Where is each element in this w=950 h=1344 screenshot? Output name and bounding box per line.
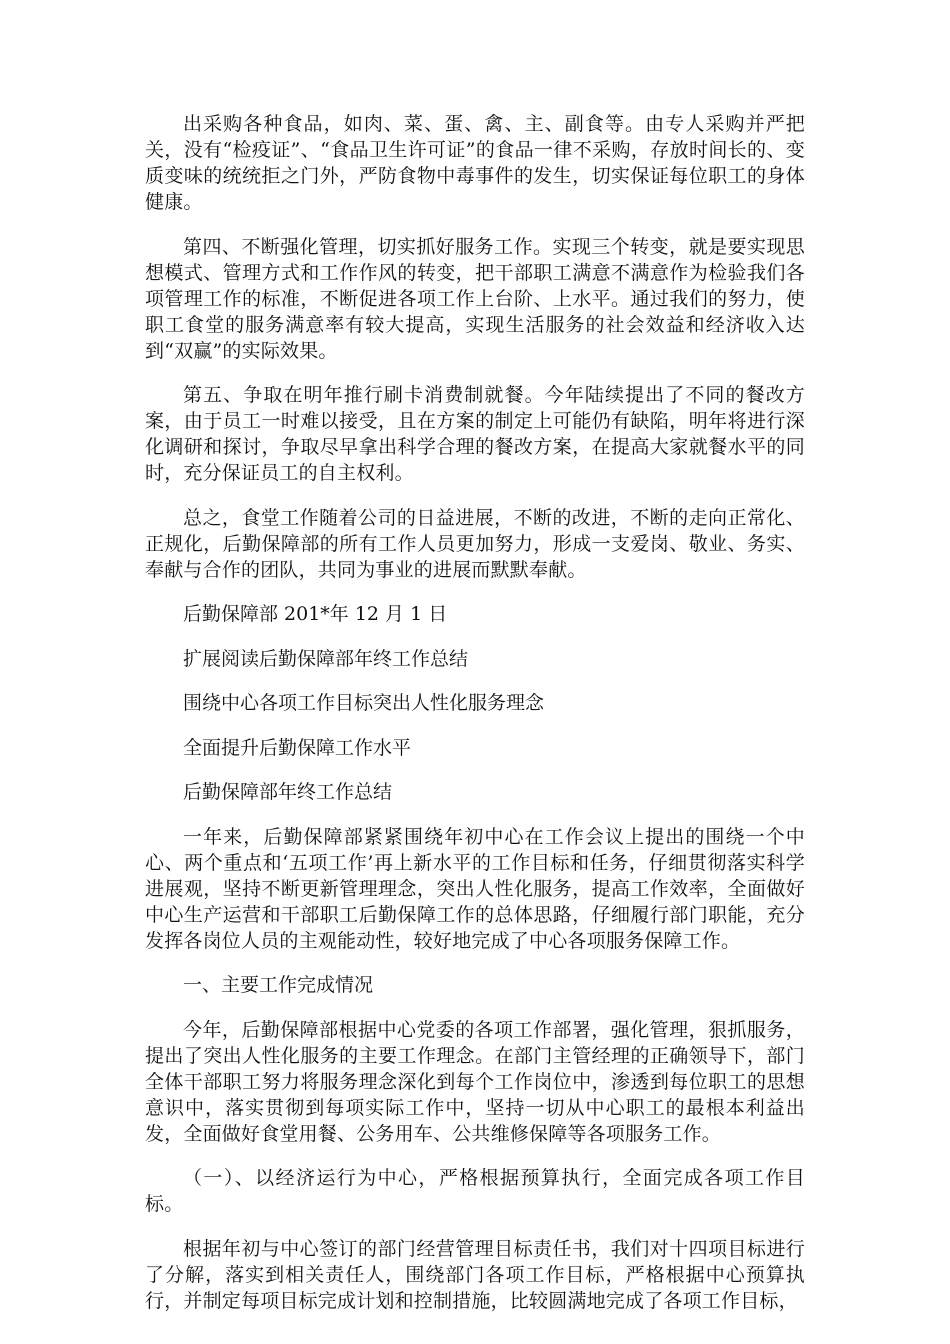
subtitle-service-concept: 围绕中心各项工作目标突出人性化服务理念 <box>183 692 545 714</box>
paragraph-subsection-one: 根据年初与中心签订的部门经营管理目标责任书，我们对十四项目标进行了分解，落实到相关责任人，围绕部门各项工作目标，严格根据中心预算执行，并制定每项目标完成计划和控制措施，比较圆满地完成了各项工作目标， <box>145 1237 805 1312</box>
paragraph-intro: 一年来，后勤保障部紧紧围绕年初中心在工作会议上提出的围绕一个中心、两个重点和‘五项工作’再上新水平的工作目标和任务，仔细贯彻落实科学进展观，坚持不断更新管理理念，突出人性化服务，提高工作效率，全面做好中心生产运营和干部职工后勤保障工作的总体思路，仔细履行部门职能，充分发挥各岗位人员的主观能动性，较好地完成了中心各项服务保障工作。 <box>145 825 805 952</box>
paragraph-section-one: 今年，后勤保障部根据中心党委的各项工作部署，强化管理，狠抓服务，提出了突出人性化服务的主要工作理念。在部门主管经理的正确领导下，部门全体干部职工努力将服务理念深化到每个工作岗位中，渗透到每位职工的思想意识中，落实贯彻到每项实际工作中，坚持一切从中心职工的最根本利益出发，全面做好食堂用餐、公务用车、公共维修保障等各项服务工作。 <box>145 1018 805 1145</box>
document-page <box>145 111 805 1332</box>
paragraph-point-four: 第四、不断强化管理，切实抓好服务工作。实现三个转变，就是要实现思想模式、管理方式和工作作风的转变，把干部职工满意不满意作为检验我们各项管理工作的标准，不断促进各项工作上台阶、上水平。通过我们的努力，使职工食堂的服务满意率有较大提高，实现生活服务的社会效益和经济收入达到“双赢”的实际效果。 <box>145 235 805 362</box>
paragraph-point-five: 第五、争取在明年推行刷卡消费制就餐。今年陆续提出了不同的餐改方案，由于员工一时难以接受，且在方案的制定上可能仍有缺陷，明年将进行深化调研和探讨，争取尽早拿出科学合理的餐改方案，在提高大家就餐水平的同时，充分保证员工的自主权利。 <box>145 384 805 484</box>
paragraph-food-procurement: 出采购各种食品，如肉、菜、蛋、禽、主、副食等。由专人采购并严把关，没有“检疫证”、“食品卫生许可证”的食品一律不采购，存放时间长的、变质变味的统统拒之门外，严防食物中毒事件的发生，切实保证每位职工的身体健康。 <box>145 113 805 213</box>
extended-reading-heading: 扩展阅读后勤保障部年终工作总结 <box>183 647 469 670</box>
signature-line: 后勤保障部 201*年 12 月 1 日 <box>183 603 448 625</box>
subsection-heading-economic: （一）、以经济运行为中心，严格根据预算执行，全面完成各项工作目标。 <box>145 1167 805 1215</box>
article-title: 后勤保障部年终工作总结 <box>183 781 393 803</box>
paragraph-conclusion: 总之，食堂工作随着公司的日益进展，不断的改进，不断的走向正常化、正规化，后勤保障部的所有工作人员更加努力，形成一支爱岗、敬业、务实、奉献与合作的团队，共同为事业的进展而默默奉献。 <box>145 506 805 581</box>
section-heading-main-work: 一、主要工作完成情况 <box>183 974 374 996</box>
subtitle-improve-level: 全面提升后勤保障工作水平 <box>183 736 412 759</box>
